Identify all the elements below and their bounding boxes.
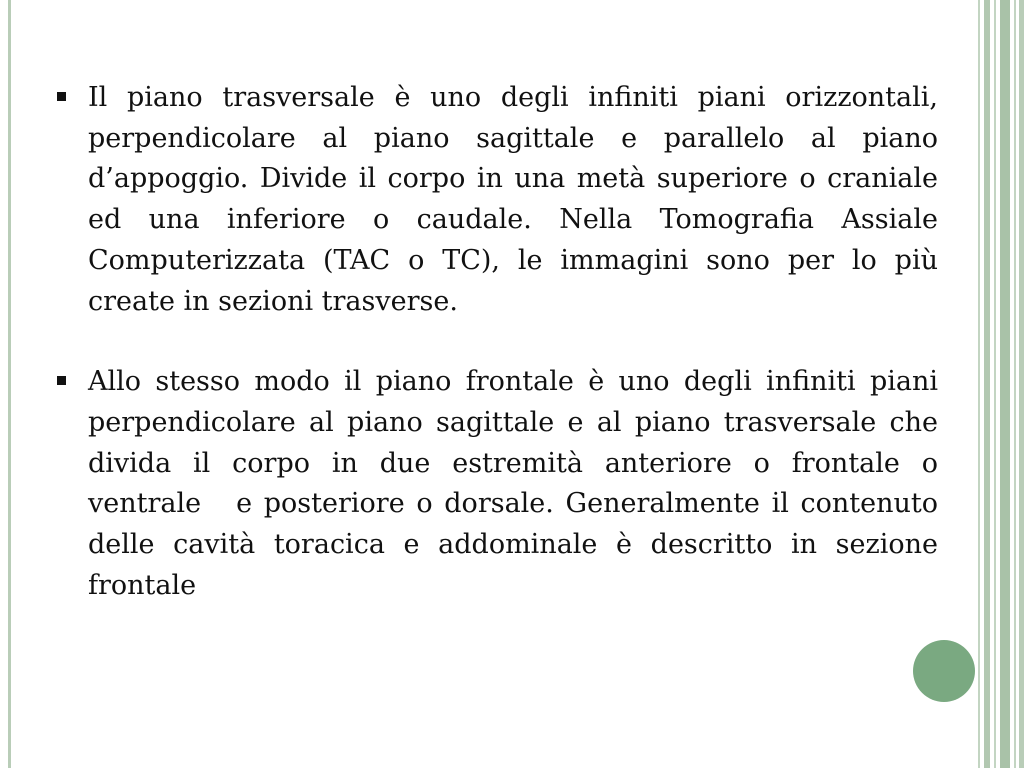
bullet-item-transverse-plane [52,78,938,322]
left-border-rule [8,0,11,768]
stripe [1000,0,1010,768]
decorative-circle [913,640,975,702]
stripe [994,0,996,768]
square-bullet-icon [57,92,66,101]
stripe [978,0,980,768]
bullet-text: Il piano trasversale è uno degli infiniti piani orizzontali, perpendicolare al piano sagittale e parallelo al piano d’appoggio. Divide il corpo in una metà superiore o craniale ed una inferiore o caudale. Nella Tomografia Assiale Computerizzata (TAC o TC), le immagini sono per lo più create in sezioni trasverse. [88,82,938,317]
bullet-item-frontal-plane [52,362,947,606]
right-decorative-stripes [978,0,1024,768]
slide-body [52,78,947,606]
square-bullet-icon [57,376,66,385]
bullet-text: Allo stesso modo il piano frontale è uno degli infiniti piani perpendicolare al piano sagittale e al piano trasversale che divida il corpo in due estremità anteriore o frontale o ventrale e posteriore o dorsale. Generalmente il contenuto delle cavità toracica e addominale è descritto in sezione frontale [88,366,947,601]
stripe [984,0,990,768]
stripe [1014,0,1016,768]
stripe [1019,0,1024,768]
